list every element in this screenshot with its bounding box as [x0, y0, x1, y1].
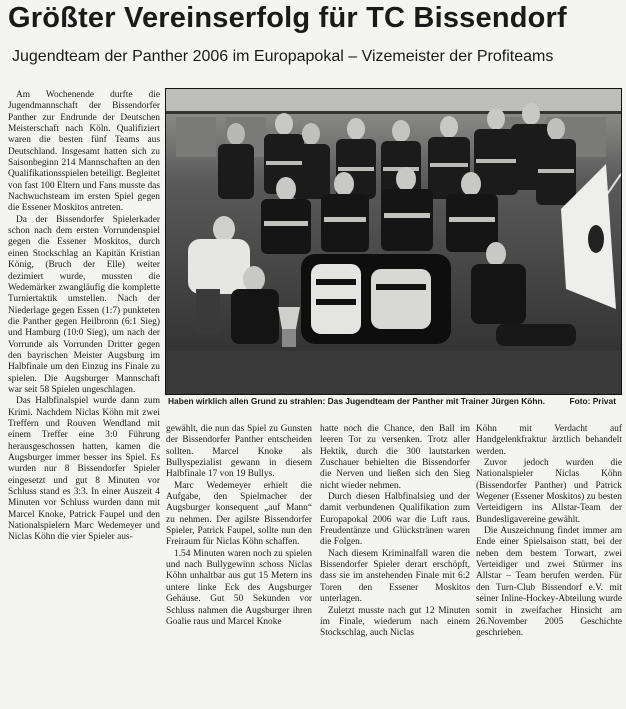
paragraph: Zuvor jedoch wurden die Nationalspieler Niclas Köhn (Bissendorfer Panther) und Patrick Wegener (Essener Moskitos) zu besten Verteidigern ins Allstar-Team der Bundesligavereine gewählt. [476, 458, 622, 525]
article-column-3 [320, 424, 470, 640]
paragraph: 1.54 Minuten waren noch zu spielen und nach Bullygewinn schoss Niclas Köhn unhaltbar aus gut 15 Metern ins untere linke Eck des Augsburger Gehäuse. Gut 50 Sekunden vor Schluss nahmen die Augsburger ihren Goalie raus und Marcel Knoke [166, 548, 312, 627]
article-column-1 [8, 90, 160, 544]
article-column-2 [166, 424, 312, 628]
paragraph: hatte noch die Chance, den Ball im leeren Tor zu versenken. Trotz aller Hektik, durch die 300 lautstarken Zuschauer behielten die Bissendorfer die Nerven und ließen sich den Sieg nicht wieder nehmen. [320, 424, 470, 491]
headline: Größter Vereinserfolg für TC Bissendorf [8, 2, 567, 34]
article-column-4 [476, 424, 622, 640]
paragraph: Marc Wedemeyer erhielt die Aufgabe, den Spielmacher der Augsburger konsequent „auf Mann“ zu nehmen. Der agilste Bissendorfer Spieler, Patrick Faupel, sollte nun den Freiraum für Niclas Köhn schaffen. [166, 480, 312, 548]
paragraph: Das Halbfinalspiel wurde dann zum Krimi. Nachdem Niclas Köhn mit zwei Treffern und Rouven Wendland mit einem Treffer eine 3:0 Führung herausgeschossen hatten, kamen die Augsburger immer besser ins Spiel. Es wurden nur 8 Bissendorfer Spieler eingesetzt und gut 8 Minuten vor Schluss stand es 3:3. In einer Auszeit 4 Minuten vor Schluss wurden dann mit Marcel Knoke, Patrick Faupel und den Nationalspielern Marc Wedemeyer und Niclas Köhn die vier Spieler aus- [8, 396, 160, 543]
caption-text: Haben wirklich allen Grund zu strahlen: Das Jugendteam der Panther mit Trainer Jürgen Köhn. [168, 396, 545, 406]
paragraph: Zuletzt musste nach gut 12 Minuten im Finale, wiederum nach einem Stockschlag, auch Niclas [320, 605, 470, 639]
paragraph: Nach diesem Kriminalfall waren die Bissendorfer Spieler derart erschöpft, dass sie im anstehenden Finale mit 6:2 Toren den Essener Moskitos unterlagen. [320, 548, 470, 605]
team-photo [165, 88, 622, 395]
subheadline: Jugendteam der Panther 2006 im Europapokal – Vizemeister der Profiteams [12, 48, 554, 65]
paragraph: gewählt, die nun das Spiel zu Gunsten der Bissendorfer Panther entscheiden sollten. Marcel Knoke als Bullyspezialist gewann in diesem Halbfinale 17 von 19 Bullys. [166, 424, 312, 480]
photo-credit: Foto: Privat [569, 396, 616, 406]
paragraph: Da der Bissendorfer Spielerkader schon nach dem ersten Vorrundenspiel gegen die Essener Moskitos, durch einen Stockschlag an Kapitän Kristian König, (Bruch der Elle) weiter dezimiert wurde, mussten die Wedemärker zwangläufig die komplette Turniertaktik umstellen. Nach der Niederlage gegen Essen (1:7) punkteten die Panther gegen Heilbronn (6:1 Sieg) und Hamburg (10:0 Sieg), um nach der Vorrunde als Vorrunden Dritter gegen den bayrischen Meister Augsburg im Halbfinale um den Einzug ins Finale zu spielen. Die Augsburger Mannschaft war seit 58 Spielen ungeschlagen. [8, 214, 160, 395]
paragraph: Durch diesen Halbfinalsieg und der damit verbundenen Qualifikation zum Europapokal 2006 war die Luft raus. Freudentänze und Glückstränen waren die Folgen. [320, 492, 470, 548]
paragraph: Am Wochenende durfte die Jugendmannschaft der Bissendorfer Panther zur Endrunde der Deutschen Meisterschaft nach Köln. Qualifiziert waren die besten fünf Teams aus Deutschland. Insgesamt hatten sich zu Saisonbeginn 214 Mannschaften an den Qualifikationsspielen beteiligt. Begleitet von fast 100 Eltern und Fans musste das Nachwuchsteam im ersten Spiel gegen die Essener Moskitos antreten. [8, 90, 160, 214]
paragraph: Köhn mit Verdacht auf Handgelenkfraktur ärztlich behandelt werden. [476, 424, 622, 457]
paragraph: Die Auszeichnung findet immer am Ende einer Spielsaison statt, bei der neben dem bestem Torwart, zwei Verteidiger und zwei Stürmer ins Allstar – Team berufen werden. Für den Turn-Club Bissendorf e.V. mit seiner Inline-Hockey-Abteilung wurde somit in zweifacher Hinsicht am 26.November 2005 Geschichte geschrieben. [476, 526, 622, 639]
team-photo-image [166, 89, 621, 394]
photo-caption [168, 396, 620, 406]
